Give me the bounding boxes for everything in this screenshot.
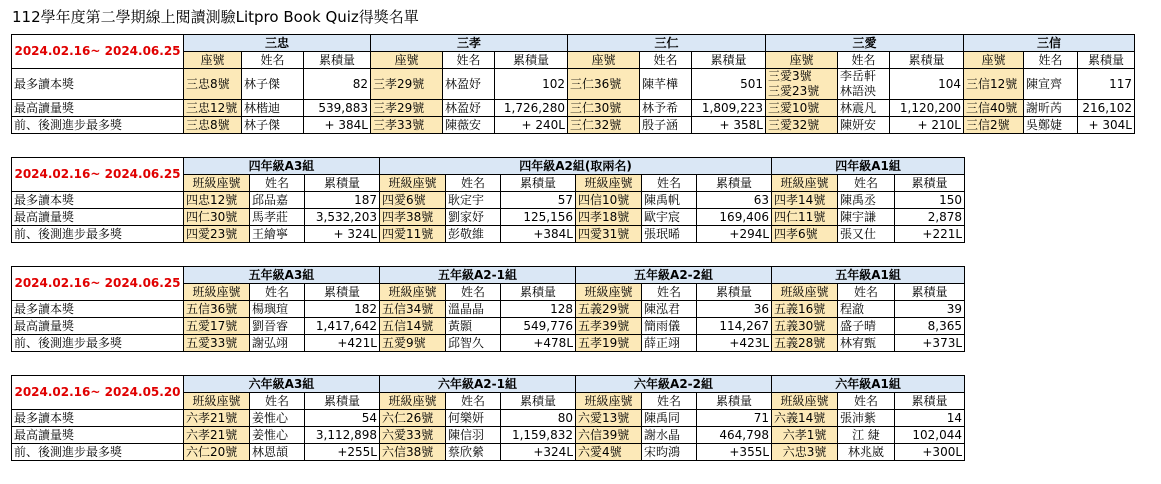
- name-line: 林語泱: [840, 84, 877, 98]
- seat-cell: 四仁30號: [184, 209, 250, 226]
- seat-cell: 三仁30號: [568, 100, 640, 117]
- name-header: 姓名: [250, 284, 305, 301]
- group-name: 三愛: [766, 35, 964, 52]
- seat-cell: 五孝19號: [576, 335, 642, 352]
- value-cell: 63: [697, 192, 772, 209]
- total-header: 累積量: [501, 393, 576, 410]
- name-cell: 簡雨儀: [642, 318, 697, 335]
- name-cell: 張沛紫: [838, 410, 895, 427]
- name-cell: 姜惟心: [250, 427, 305, 444]
- seat-header: 座號: [371, 52, 443, 69]
- value-cell: +373L: [895, 335, 965, 352]
- seat-header: 座號: [964, 52, 1024, 69]
- seat-cell: 三忠8號: [184, 69, 242, 100]
- award-label: 最多讀本獎: [12, 69, 184, 100]
- seat-cell: 六信38號: [380, 444, 446, 461]
- value-cell: 125,156: [501, 209, 576, 226]
- seat-cell: 五信36號: [184, 301, 250, 318]
- table-row: [12, 100, 1135, 117]
- value-cell: 3,112,898: [305, 427, 380, 444]
- value-cell: +255L: [305, 444, 380, 461]
- name-cell: 邱智久: [446, 335, 501, 352]
- seat-cell: 四孝6號: [772, 226, 838, 243]
- name-header: 姓名: [640, 52, 692, 69]
- seat-cell: 五義30號: [772, 318, 838, 335]
- value-cell: 8,365: [895, 318, 965, 335]
- name-header: 姓名: [446, 393, 501, 410]
- seat-cell: 五義28號: [772, 335, 838, 352]
- seat-cell: 六孝21號: [184, 410, 250, 427]
- value-cell: 3,532,203: [305, 209, 380, 226]
- value-cell: 182: [305, 301, 380, 318]
- seat-cell: 三信12號: [964, 69, 1024, 100]
- name-cell: 陳信羽: [446, 427, 501, 444]
- seat-cell: 三孝29號: [371, 100, 443, 117]
- value-cell: 102: [495, 69, 568, 100]
- seat-cell: 三孝29號: [371, 69, 443, 100]
- value-cell: 1,726,280: [495, 100, 568, 117]
- value-cell: + 358L: [692, 117, 766, 134]
- name-cell: 蔡欣縈: [446, 444, 501, 461]
- name-cell: 林盈妤: [443, 100, 495, 117]
- table-row: [12, 209, 965, 226]
- seat-cell: 三孝33號: [371, 117, 443, 134]
- name-cell: 宋昀鴻: [642, 444, 697, 461]
- seat-cell: 四信10號: [576, 192, 642, 209]
- value-cell: +300L: [895, 444, 965, 461]
- value-cell: +478L: [501, 335, 576, 352]
- name-cell: 林楷迪: [242, 100, 304, 117]
- seat-cell: 三愛10號: [766, 100, 838, 117]
- group-name: 三信: [964, 35, 1135, 52]
- group-name: 六年級A2-1組: [380, 376, 576, 393]
- name-cell: 林恩頡: [250, 444, 305, 461]
- table-row: [12, 69, 1135, 100]
- date-range: 2024.02.16~ 2024.06.25: [12, 158, 184, 192]
- seat-cell: 六忠3號: [772, 444, 838, 461]
- value-cell: +294L: [697, 226, 772, 243]
- table-row: [12, 117, 1135, 134]
- name-cell: 陳禹帆: [642, 192, 697, 209]
- award-label: 最多讀本獎: [12, 301, 184, 318]
- seat-cell: 五愛9號: [380, 335, 446, 352]
- name-header: 姓名: [1024, 52, 1078, 69]
- name-header: 姓名: [642, 393, 697, 410]
- name-cell: 謝昕芮: [1024, 100, 1078, 117]
- name-cell: 黃顥: [446, 318, 501, 335]
- name-cell: 林宥甄: [838, 335, 895, 352]
- total-header: 累積量: [890, 52, 964, 69]
- table-row: [12, 318, 965, 335]
- seat-header: 座號: [184, 52, 242, 69]
- name-cell: 王繪寧: [250, 226, 305, 243]
- value-cell: 128: [501, 301, 576, 318]
- seat-cell: 六義14號: [772, 410, 838, 427]
- name-cell: 陳泓君: [642, 301, 697, 318]
- award-label: 前、後測進步最多獎: [12, 335, 184, 352]
- name-cell: 陳宣齊: [1024, 69, 1078, 100]
- total-header: 累積量: [895, 393, 965, 410]
- value-cell: +355L: [697, 444, 772, 461]
- group-name: 五年級A2-2組: [576, 267, 772, 284]
- seat-cell: 三信2號: [964, 117, 1024, 134]
- class-seat-header: 班級座號: [576, 393, 642, 410]
- name-line: 李岳軒: [840, 69, 877, 83]
- grade3-award-table: [11, 34, 1135, 134]
- total-header: 累積量: [697, 175, 772, 192]
- group-name: 五年級A1組: [772, 267, 965, 284]
- name-cell: 邱品嘉: [250, 192, 305, 209]
- value-cell: +324L: [501, 444, 576, 461]
- table-row: [12, 335, 965, 352]
- seat-cell: 四孝38號: [380, 209, 446, 226]
- name-header: 姓名: [838, 175, 895, 192]
- name-cell: 陳妍安: [838, 117, 890, 134]
- seat-line: 三愛23號: [768, 84, 820, 98]
- seat-cell: 五信14號: [380, 318, 446, 335]
- seat-cell: 四愛31號: [576, 226, 642, 243]
- group-name: 五年級A2-1組: [380, 267, 576, 284]
- class-seat-header: 班級座號: [772, 393, 838, 410]
- name-header: 姓名: [446, 175, 501, 192]
- value-cell: 71: [697, 410, 772, 427]
- name-header: 姓名: [642, 175, 697, 192]
- seat-cell: 五義16號: [772, 301, 838, 318]
- value-cell: 2,878: [895, 209, 965, 226]
- name-cell: 歐宇宸: [642, 209, 697, 226]
- value-cell: 54: [305, 410, 380, 427]
- class-seat-header: 班級座號: [184, 393, 250, 410]
- group-name: 四年級A2組(取兩名): [380, 158, 772, 175]
- value-cell: +421L: [305, 335, 380, 352]
- seat-cell: 三忠12號: [184, 100, 242, 117]
- name-cell: 林子傑: [242, 69, 304, 100]
- value-cell: 464,798: [697, 427, 772, 444]
- value-cell: 57: [501, 192, 576, 209]
- group-header-row: [12, 35, 1135, 52]
- seat-cell: 四孝18號: [576, 209, 642, 226]
- name-header: 姓名: [838, 393, 895, 410]
- name-cell: 程澈: [838, 301, 895, 318]
- seat-cell: 六仁20號: [184, 444, 250, 461]
- value-cell: 82: [304, 69, 371, 100]
- name-cell: 馬孝莊: [250, 209, 305, 226]
- seat-header: 座號: [568, 52, 640, 69]
- value-cell: + 304L: [1078, 117, 1135, 134]
- total-header: 累積量: [1078, 52, 1135, 69]
- value-cell: 150: [895, 192, 965, 209]
- value-cell: 169,406: [697, 209, 772, 226]
- class-seat-header: 班級座號: [184, 284, 250, 301]
- seat-cell: 六愛13號: [576, 410, 642, 427]
- name-cell: 殷子涵: [640, 117, 692, 134]
- name-header: 姓名: [838, 284, 895, 301]
- class-seat-header: 班級座號: [576, 284, 642, 301]
- name-cell: [838, 69, 890, 100]
- name-header: 姓名: [250, 393, 305, 410]
- group-name: 六年級A3組: [184, 376, 380, 393]
- name-cell: 林盈妤: [443, 69, 495, 100]
- seat-cell: 三愛32號: [766, 117, 838, 134]
- name-cell: 盛子晴: [838, 318, 895, 335]
- name-header: 姓名: [250, 175, 305, 192]
- group-name: 三仁: [568, 35, 766, 52]
- grade6-award-table: [11, 375, 965, 461]
- award-label: 最高讀量獎: [12, 100, 184, 117]
- total-header: 累積量: [501, 175, 576, 192]
- name-cell: 張又仕: [838, 226, 895, 243]
- group-name: 六年級A1組: [772, 376, 965, 393]
- name-cell: 陳薇安: [443, 117, 495, 134]
- page-title: 112學年度第二學期線上閱讀測驗Litpro Book Quiz得獎名單: [12, 8, 419, 26]
- value-cell: +423L: [697, 335, 772, 352]
- seat-header: 座號: [766, 52, 838, 69]
- table-row: [12, 444, 965, 461]
- value-cell: +221L: [895, 226, 965, 243]
- date-range: 2024.02.16~ 2024.06.25: [12, 267, 184, 301]
- total-header: 累積量: [305, 175, 380, 192]
- total-header: 累積量: [304, 52, 371, 69]
- name-cell: 耿定宇: [446, 192, 501, 209]
- group-name: 三忠: [184, 35, 371, 52]
- value-cell: 36: [697, 301, 772, 318]
- name-header: 姓名: [242, 52, 304, 69]
- name-cell: 陳芊樺: [640, 69, 692, 100]
- value-cell: 102,044: [895, 427, 965, 444]
- name-cell: 劉家妤: [446, 209, 501, 226]
- value-cell: + 324L: [305, 226, 380, 243]
- name-cell: 陳宇謙: [838, 209, 895, 226]
- seat-line: 三愛3號: [768, 69, 812, 83]
- seat-cell: 六孝21號: [184, 427, 250, 444]
- seat-cell: 六信39號: [576, 427, 642, 444]
- award-label: 最多讀本獎: [12, 410, 184, 427]
- group-name: 六年級A2-2組: [576, 376, 772, 393]
- value-cell: + 210L: [890, 117, 964, 134]
- name-cell: 林震凡: [838, 100, 890, 117]
- name-cell: 薛正翊: [642, 335, 697, 352]
- seat-cell: 三仁36號: [568, 69, 640, 100]
- table-row: [12, 192, 965, 209]
- seat-cell: 四愛6號: [380, 192, 446, 209]
- group-header-row: [12, 376, 965, 393]
- seat-cell: 四愛23號: [184, 226, 250, 243]
- group-header-row: [12, 267, 965, 284]
- class-seat-header: 班級座號: [380, 284, 446, 301]
- name-cell: 林予希: [640, 100, 692, 117]
- seat-cell: [766, 69, 838, 100]
- value-cell: 187: [305, 192, 380, 209]
- class-seat-header: 班級座號: [576, 175, 642, 192]
- seat-cell: 四仁11號: [772, 209, 838, 226]
- name-cell: 陳禹丞: [838, 192, 895, 209]
- total-header: 累積量: [895, 284, 965, 301]
- seat-cell: 五孝39號: [576, 318, 642, 335]
- class-seat-header: 班級座號: [184, 175, 250, 192]
- name-cell: 江 緁: [838, 427, 895, 444]
- table-row: [12, 226, 965, 243]
- seat-cell: 三信40號: [964, 100, 1024, 117]
- seat-cell: 三仁32號: [568, 117, 640, 134]
- seat-cell: 六愛33號: [380, 427, 446, 444]
- total-header: 累積量: [305, 284, 380, 301]
- seat-cell: 五義29號: [576, 301, 642, 318]
- value-cell: 1,809,223: [692, 100, 766, 117]
- value-cell: 104: [890, 69, 964, 100]
- class-seat-header: 班級座號: [380, 175, 446, 192]
- value-cell: + 240L: [495, 117, 568, 134]
- total-header: 累積量: [692, 52, 766, 69]
- total-header: 累積量: [495, 52, 568, 69]
- name-header: 姓名: [446, 284, 501, 301]
- date-range: 2024.02.16~ 2024.05.20: [12, 376, 184, 410]
- table-row: [12, 410, 965, 427]
- name-cell: 彭敬維: [446, 226, 501, 243]
- total-header: 累積量: [305, 393, 380, 410]
- award-label: 最高讀量獎: [12, 427, 184, 444]
- value-cell: 539,883: [304, 100, 371, 117]
- value-cell: 1,417,642: [305, 318, 380, 335]
- seat-cell: 五愛17號: [184, 318, 250, 335]
- name-cell: 楊璵瑄: [250, 301, 305, 318]
- grade4-award-table: [11, 157, 965, 243]
- total-header: 累積量: [501, 284, 576, 301]
- value-cell: 549,776: [501, 318, 576, 335]
- class-seat-header: 班級座號: [380, 393, 446, 410]
- name-cell: 謝弘翊: [250, 335, 305, 352]
- value-cell: + 384L: [304, 117, 371, 134]
- name-cell: 溫晶晶: [446, 301, 501, 318]
- name-header: 姓名: [838, 52, 890, 69]
- seat-cell: 五愛33號: [184, 335, 250, 352]
- grade5-award-table: [11, 266, 965, 352]
- group-name: 三孝: [371, 35, 568, 52]
- class-seat-header: 班級座號: [772, 284, 838, 301]
- name-cell: 姜惟心: [250, 410, 305, 427]
- seat-cell: 四忠12號: [184, 192, 250, 209]
- name-cell: 林兆崴: [838, 444, 895, 461]
- award-label: 最多讀本獎: [12, 192, 184, 209]
- group-name: 四年級A1組: [772, 158, 965, 175]
- seat-cell: 三忠8號: [184, 117, 242, 134]
- total-header: 累積量: [697, 393, 772, 410]
- value-cell: 216,102: [1078, 100, 1135, 117]
- name-cell: 陳禹同: [642, 410, 697, 427]
- award-label: 最高讀量獎: [12, 318, 184, 335]
- value-cell: 114,267: [697, 318, 772, 335]
- award-label: 前、後測進步最多獎: [12, 226, 184, 243]
- value-cell: 117: [1078, 69, 1135, 100]
- name-cell: 謝水晶: [642, 427, 697, 444]
- award-label: 最高讀量獎: [12, 209, 184, 226]
- group-name: 五年級A3組: [184, 267, 380, 284]
- value-cell: 1,159,832: [501, 427, 576, 444]
- group-header-row: [12, 158, 965, 175]
- name-cell: 吳鄭婕: [1024, 117, 1078, 134]
- total-header: 累積量: [697, 284, 772, 301]
- table-row: [12, 301, 965, 318]
- date-range: 2024.02.16~ 2024.06.25: [12, 35, 184, 69]
- group-name: 四年級A3組: [184, 158, 380, 175]
- value-cell: 1,120,200: [890, 100, 964, 117]
- table-row: [12, 427, 965, 444]
- name-header: 姓名: [443, 52, 495, 69]
- value-cell: 80: [501, 410, 576, 427]
- class-seat-header: 班級座號: [772, 175, 838, 192]
- value-cell: 14: [895, 410, 965, 427]
- award-label: 前、後測進步最多獎: [12, 117, 184, 134]
- seat-cell: 六愛4號: [576, 444, 642, 461]
- value-cell: 39: [895, 301, 965, 318]
- seat-cell: 六孝1號: [772, 427, 838, 444]
- value-cell: 501: [692, 69, 766, 100]
- name-cell: 林子傑: [242, 117, 304, 134]
- total-header: 累積量: [895, 175, 965, 192]
- value-cell: +384L: [501, 226, 576, 243]
- seat-cell: 五信34號: [380, 301, 446, 318]
- name-cell: 何樂妍: [446, 410, 501, 427]
- award-label: 前、後測進步最多獎: [12, 444, 184, 461]
- name-cell: 張珉晞: [642, 226, 697, 243]
- seat-cell: 四愛11號: [380, 226, 446, 243]
- name-cell: 劉晉睿: [250, 318, 305, 335]
- name-header: 姓名: [642, 284, 697, 301]
- seat-cell: 四孝14號: [772, 192, 838, 209]
- seat-cell: 六仁26號: [380, 410, 446, 427]
